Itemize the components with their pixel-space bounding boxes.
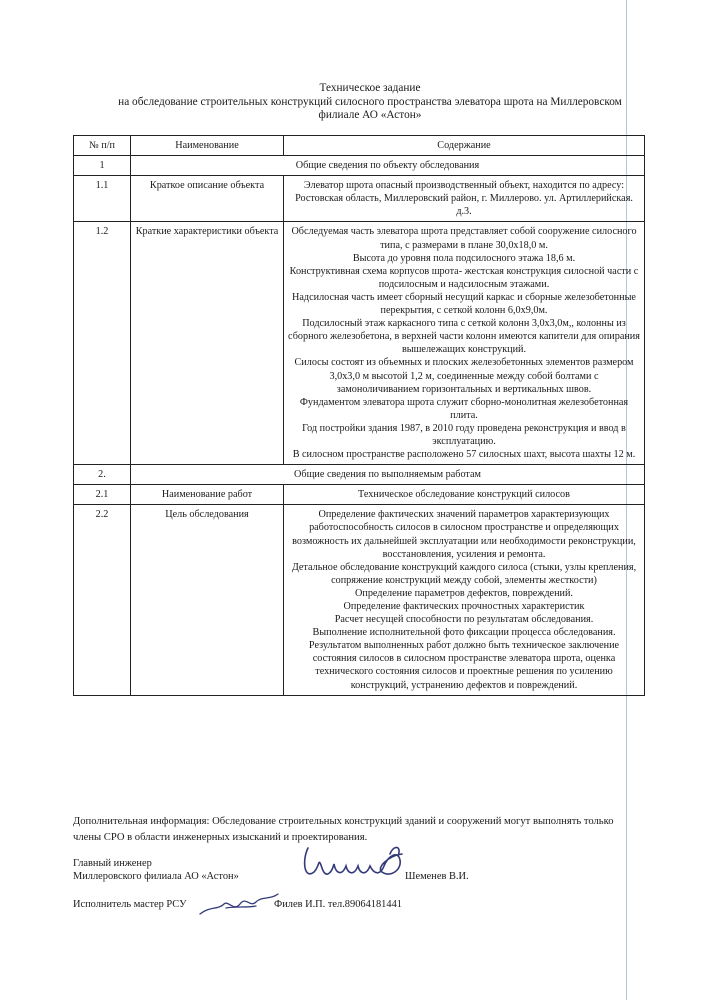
- executor-label: Исполнитель мастер РСУ: [73, 899, 187, 910]
- chief-name: Шеменев В.И.: [405, 871, 469, 882]
- header-name: Наименование: [131, 136, 284, 156]
- row-name: Краткие характеристики объекта: [131, 222, 284, 465]
- row-number: 2.2: [74, 505, 131, 695]
- specification-table: [73, 135, 645, 696]
- chief-engineer-block: [73, 857, 239, 883]
- table-row-section-2: [74, 465, 645, 485]
- table-row-2-2: [74, 505, 645, 695]
- table-header-row: [74, 136, 645, 156]
- content-paragraph: Надсилосная часть имеет сборный несущий каркас и сборные железобетонные перекрытия, с сеткой колонн 6,0х9,0м.: [292, 291, 636, 317]
- chief-branch: Миллеровского филиала АО «Астон»: [73, 871, 239, 882]
- row-content: [284, 222, 645, 465]
- chief-title: Главный инженер: [73, 858, 152, 869]
- row-name: Краткое описание объекта: [131, 176, 284, 222]
- executor-name: Филев И.П. тел.89064181441: [274, 899, 402, 910]
- content-paragraph: Элеватор шрота опасный производственный объект, находится по адресу: Ростовская область, Миллеровский район, г. Миллерово. ул. Артиллерийская. д.3.: [295, 180, 633, 218]
- document-title: [60, 82, 680, 123]
- additional-info: Дополнительная информация: Обследование строительных конструкций зданий и сооружений могут выполнять только члены СРО в области инженерных изысканий и проектирования.: [73, 816, 614, 843]
- chief-signature: [290, 838, 415, 893]
- content-paragraph: Обследуемая часть элеватора шрота представляет собой сооружение силосного типа, с размерами в плане 30,0х18,0 м.: [291, 226, 637, 251]
- executor-signature: [196, 886, 291, 922]
- header-content: Содержание: [284, 136, 645, 156]
- content-paragraph: Фундаментом элеватора шрота служит сборно-монолитная железобетонная плита.: [299, 396, 629, 421]
- table-row-1-2: [74, 222, 645, 465]
- row-number: 2.1: [74, 485, 131, 505]
- table-row-1-1: [74, 176, 645, 222]
- row-number: 1.1: [74, 176, 131, 222]
- content-paragraph: Определение фактических прочностных характеристик: [343, 601, 585, 612]
- row-name: Наименование работ: [131, 485, 284, 505]
- section-heading: Общие сведения по объекту обследования: [131, 156, 645, 176]
- row-content: [284, 505, 645, 695]
- header-number: № п/п: [74, 136, 131, 156]
- row-number: 2.: [74, 465, 131, 485]
- section-heading: Общие сведения по выполняемым работам: [131, 465, 645, 485]
- content-paragraph: Высота до уровня пола подсилосного этажа 18,6 м.: [352, 252, 576, 264]
- table-row-2-1: [74, 485, 645, 505]
- content-paragraph: Год постройки здания 1987, в 2010 году проведена реконструкция и ввод в эксплуатацию.: [302, 422, 626, 447]
- content-paragraph: Подсилосный этаж каркасного типа с сеткой колонн 3,0х3,0м,, колонны из сборного железобетона, в верхней части колонн имеются капители для опирания вышележащих конструкций.: [288, 318, 640, 356]
- row-number: 1.2: [74, 222, 131, 465]
- row-name: Цель обследования: [131, 505, 284, 695]
- content-paragraph: Техническое обследование конструкций силосов: [358, 489, 570, 501]
- content-paragraph: В силосном пространстве расположено 57 силосных шахт, высота шахты 12 м.: [292, 449, 636, 461]
- row-content: [284, 176, 645, 222]
- content-paragraph: Результатом выполненных работ должно быть техническое заключение состояния силосов в силосном пространстве элеватора шрота, оценка технического состояния силосов и проектные решения по усилению конструкций, устранению дефектов и повреждений.: [308, 640, 620, 691]
- title-line-2: на обследование строительных конструкций силосного пространства элеватора шрота на Миллеровском: [118, 95, 622, 108]
- title-line-1: Техническое задание: [319, 82, 421, 94]
- content-paragraph: Расчет несущей способности по результатам обследования.: [334, 614, 594, 626]
- content-paragraph: Определение параметров дефектов, повреждений.: [355, 587, 573, 599]
- table-row-section-1: [74, 156, 645, 176]
- content-paragraph: Детальное обследование конструкций каждого силоса (стыки, узлы крепления, сопряжение конструкций между собой, элементы жесткости): [291, 561, 637, 586]
- row-number: 1: [74, 156, 131, 176]
- content-paragraph: Определение фактических значений параметров характеризующих работоспособность силосов в силосном пространстве и определяющих возможность их дальнейшей эксплуатации или необходимости реконструкции, восстановления, усиления и ремонта.: [292, 509, 636, 560]
- content-paragraph: Конструктивная схема корпусов шрота- жестская конструкция силосной части с подсилосным и надсилосным этажами.: [289, 265, 639, 290]
- title-line-3: филиале АО «Астон»: [318, 109, 422, 121]
- content-paragraph: Выполнение исполнительной фото фиксации процесса обследования.: [312, 627, 616, 639]
- row-content: [284, 485, 645, 505]
- content-paragraph: Силосы состоят из объемных и плоских железобетонных элементов размером 3,0х3,0 м высотой 1,2 м, соединенные между собой болтами с замоноличиванием горизонтальных и вертикальных швов.: [294, 357, 634, 395]
